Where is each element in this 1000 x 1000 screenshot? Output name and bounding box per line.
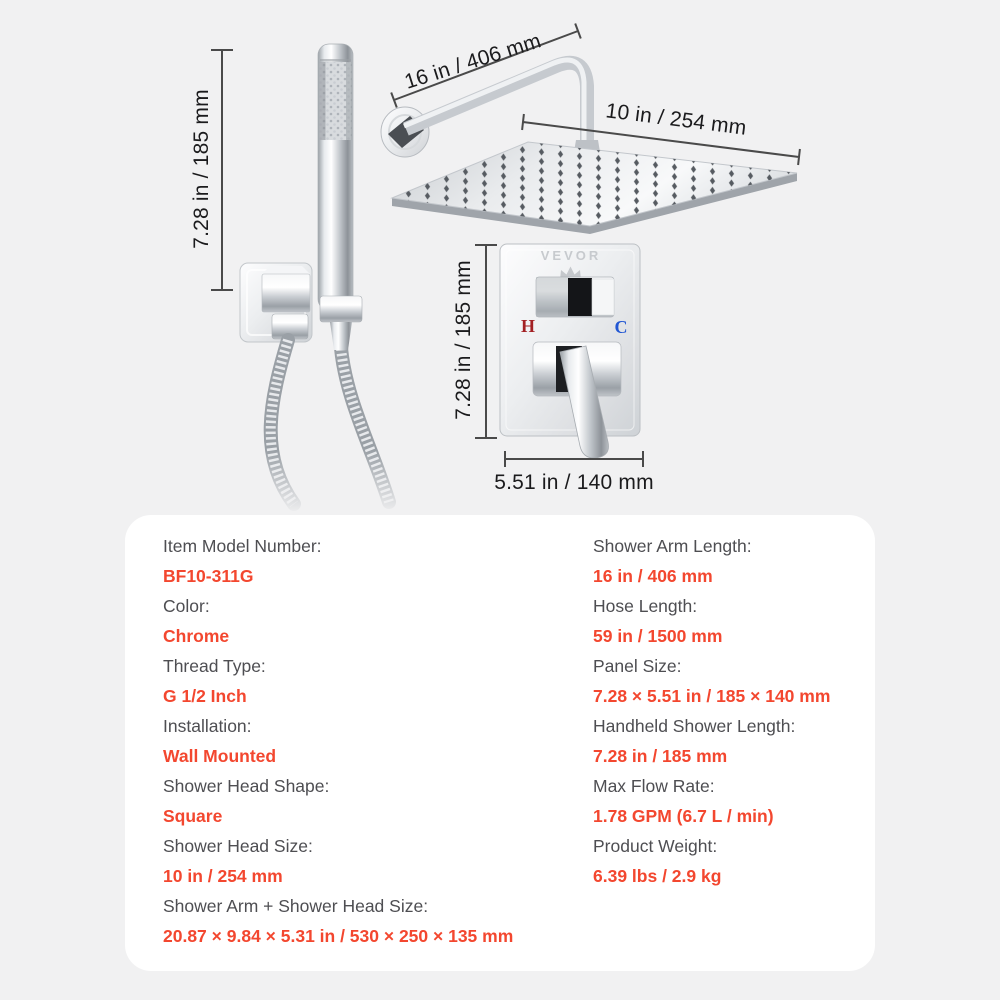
- spec-column-right: [593, 531, 830, 891]
- spec-item: [163, 651, 513, 711]
- spec-item: [593, 711, 830, 771]
- cold-water-marking: C: [614, 317, 628, 337]
- spec-item: [163, 711, 513, 771]
- panel-brand-logo: VEVOR: [540, 248, 602, 263]
- spec-label: Product Weight:: [593, 836, 718, 856]
- spec-item: [163, 591, 513, 651]
- dimension-label-arm-length: 16 in / 406 mm: [401, 29, 544, 94]
- spec-value: 1.78 GPM (6.7 L / min): [593, 806, 774, 826]
- spec-label: Hose Length:: [593, 596, 698, 616]
- dimension-label-panel-width: 5.51 in / 140 mm: [494, 471, 654, 494]
- spec-item: [593, 591, 830, 651]
- dimension-label-head-width: 10 in / 254 mm: [604, 99, 748, 140]
- dimension-label-panel-height: 7.28 in / 185 mm: [452, 260, 475, 420]
- spec-label: Color:: [163, 596, 210, 616]
- panel-width-dimension-line: [505, 451, 643, 467]
- spec-item: [593, 531, 830, 591]
- spec-card: [125, 515, 875, 971]
- spec-value: 10 in / 254 mm: [163, 866, 283, 886]
- spec-value: G 1/2 Inch: [163, 686, 247, 706]
- hot-water-marking: H: [520, 316, 535, 336]
- spec-label: Panel Size:: [593, 656, 682, 676]
- dimension-label-handheld-height: 7.28 in / 185 mm: [190, 89, 213, 249]
- spec-item: [163, 531, 513, 591]
- spec-label: Max Flow Rate:: [593, 776, 715, 796]
- control-panel-art: [500, 244, 640, 458]
- handheld-shower-art: [225, 44, 415, 515]
- spec-value: 6.39 lbs / 2.9 kg: [593, 866, 722, 886]
- spec-item: [593, 651, 830, 711]
- spec-label: Thread Type:: [163, 656, 266, 676]
- shower-head-art: [392, 142, 797, 234]
- spec-value: 7.28 × 5.51 in / 185 × 140 mm: [593, 686, 831, 706]
- spec-value: 16 in / 406 mm: [593, 566, 713, 586]
- spec-value: 59 in / 1500 mm: [593, 626, 723, 646]
- spec-item: [163, 891, 513, 951]
- spec-value: 7.28 in / 185 mm: [593, 746, 728, 766]
- handheld-height-dimension-line: [211, 50, 233, 290]
- spec-label: Handheld Shower Length:: [593, 716, 796, 736]
- spec-label: Shower Head Shape:: [163, 776, 330, 796]
- spec-item: [593, 771, 830, 831]
- spec-value: Chrome: [163, 626, 230, 646]
- spec-label: Shower Head Size:: [163, 836, 313, 856]
- spec-value: Wall Mounted: [163, 746, 277, 766]
- spec-value: Square: [163, 806, 223, 826]
- spec-item: [163, 831, 513, 891]
- panel-height-dimension-line: [475, 245, 497, 438]
- spec-column-left: [163, 531, 513, 951]
- spec-item: [163, 771, 513, 831]
- spec-label: Shower Arm + Shower Head Size:: [163, 896, 429, 916]
- spec-label: Item Model Number:: [163, 536, 322, 556]
- spec-value: 20.87 × 9.84 × 5.31 in / 530 × 250 × 135 mm: [163, 926, 514, 946]
- spec-label: Installation:: [163, 716, 252, 736]
- spec-value: BF10-311G: [163, 566, 254, 586]
- spec-label: Shower Arm Length:: [593, 536, 752, 556]
- spec-item: [593, 831, 830, 891]
